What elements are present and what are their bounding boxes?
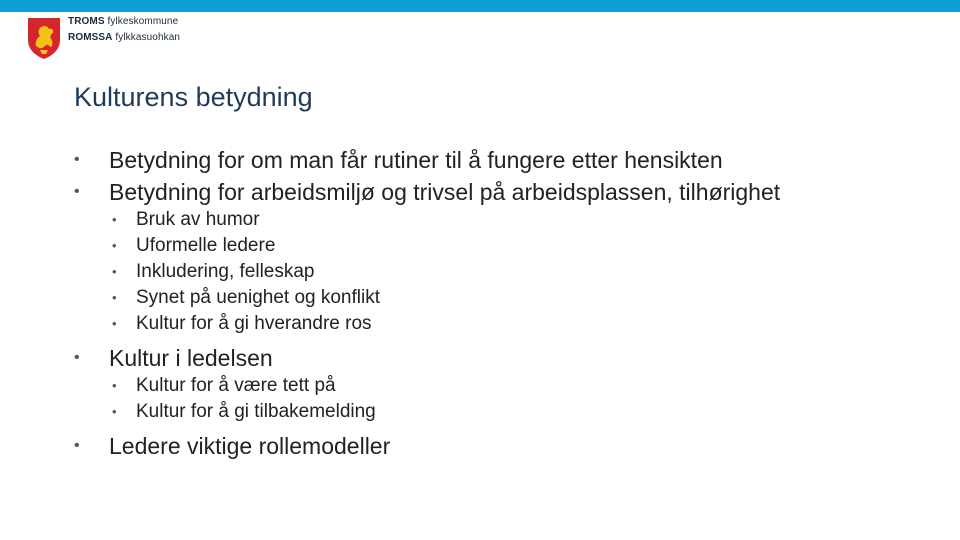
- org-name-sami: ROMSSA fylkkasuohkan: [68, 32, 181, 43]
- sub-bullet-marker: •: [112, 378, 117, 393]
- sub-bullet-text: Kultur for å gi hverandre ros: [136, 313, 372, 334]
- sub-bullet-marker: •: [112, 212, 117, 227]
- sub-bullet-marker: •: [112, 264, 117, 279]
- sub-bullet-text: Kultur for å være tett på: [136, 375, 336, 396]
- sub-bullet-text: Inkludering, felleskap: [136, 261, 315, 282]
- bullet-text: Betydning for arbeidsmiljø og trivsel på arbeidsplassen, tilhørighet: [109, 179, 781, 205]
- sub-bullet-marker: •: [112, 238, 117, 253]
- sub-bullet-marker: •: [112, 290, 117, 305]
- bullet-marker: •: [74, 437, 80, 454]
- bullet-marker: •: [74, 151, 80, 168]
- bullet-text: Ledere viktige rollemodeller: [109, 433, 391, 459]
- sub-bullet-marker: •: [112, 316, 117, 331]
- bullet-text: Betydning for om man får rutiner til å fungere etter hensikten: [109, 147, 723, 173]
- bullet-text: Kultur i ledelsen: [109, 345, 273, 371]
- sub-bullet-text: Bruk av humor: [136, 209, 260, 230]
- sub-bullet-marker: •: [112, 404, 117, 419]
- bullet-marker: •: [74, 349, 80, 366]
- sub-bullet-text: Synet på uenighet og konflikt: [136, 287, 381, 308]
- bullet-marker: •: [74, 183, 80, 200]
- org-name-norwegian: TROMS fylkeskommune: [68, 16, 179, 27]
- sub-bullet-text: Uformelle ledere: [136, 235, 276, 256]
- sub-bullet-text: Kultur for å gi tilbakemelding: [136, 401, 376, 422]
- slide-title: Kulturens betydning: [74, 82, 313, 112]
